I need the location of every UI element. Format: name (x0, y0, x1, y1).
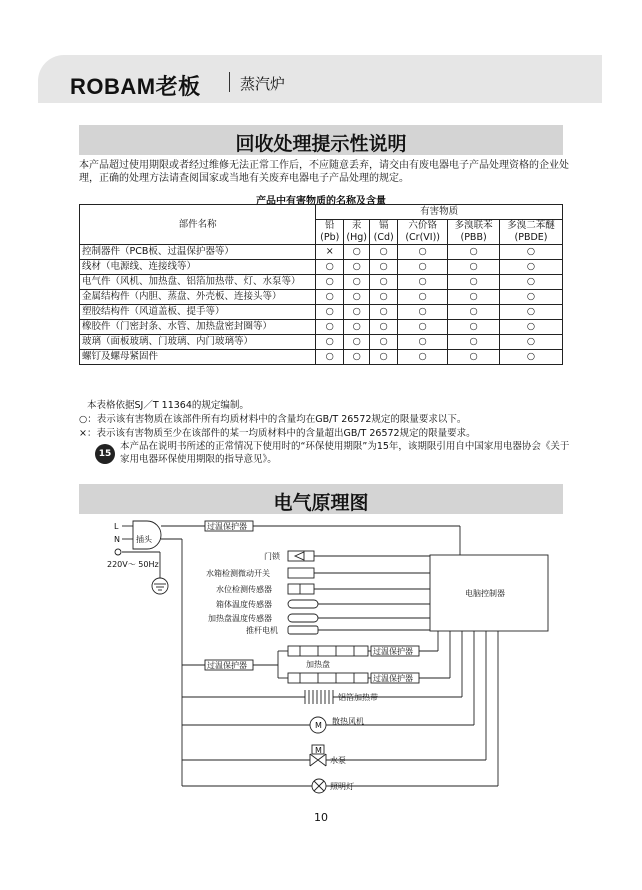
mark-cell: ○ (344, 260, 370, 275)
part-cell: 螺钉及螺母紧固件 (80, 350, 316, 365)
label-water-sensor: 水位检测传感器 (216, 585, 272, 594)
label-foil-heater: 铝箔加热带 (338, 693, 378, 702)
hazard-table-title: 产品中有害物质的名称及含量 (256, 196, 386, 207)
mark-cell: ○ (370, 245, 398, 260)
mark-cell: ○ (344, 275, 370, 290)
mark-cell: ○ (448, 305, 500, 320)
label-controller: 电脑控制器 (465, 589, 505, 598)
mark-cell: ○ (500, 245, 563, 260)
mark-cell: ○ (448, 320, 500, 335)
label-fan: 散热风机 (332, 717, 364, 726)
mark-cell: ○ (398, 350, 448, 365)
mark-cell: ○ (398, 320, 448, 335)
note-cross: ×：表示该有害物质至少在该部件的某一均质材料中的含量超出GB/T 26572规定的限量要求。 (79, 428, 476, 439)
eco-period-badge-icon: 15 (95, 444, 115, 464)
ground-icon (152, 578, 168, 594)
mark-cell: ○ (500, 335, 563, 350)
mark-cell: ○ (344, 245, 370, 260)
mark-cell: ○ (448, 335, 500, 350)
mark-cell: ○ (316, 275, 344, 290)
label-cavity-temp: 箱体温度传感器 (216, 600, 272, 609)
mark-cell: ○ (500, 275, 563, 290)
label-plug: 插头 (136, 535, 152, 544)
mark-cell: ○ (398, 275, 448, 290)
note-circle: ○：表示该有害物质在该部件所有均质材料中的含量均在GB/T 26572规定的限量要求以下。 (79, 414, 467, 425)
mark-cell: ○ (448, 260, 500, 275)
substance-group-header: 有害物质 (316, 205, 563, 220)
label-lamp: 照明灯 (330, 782, 354, 791)
note-basis: 本表格依据SJ／T 11364的规定编制。 (87, 400, 249, 411)
substance-symbol: (Pb) (320, 232, 340, 243)
part-cell: 电气件（风机、加热盘、铝箔加热带、灯、水泵等） (80, 275, 316, 290)
eco-period-text: 本产品在说明书所述的正常情况下使用时的“环保使用期限”为15年，该期限引用自中国家用电器协会《关于家用电器环保使用期限的指导意见》。 (120, 441, 570, 465)
mark-cell: ○ (316, 290, 344, 305)
mark-cell: ○ (448, 245, 500, 260)
mark-cell: ○ (344, 305, 370, 320)
mark-cell: ○ (370, 275, 398, 290)
mark-cell: ○ (500, 260, 563, 275)
mark-cell: ○ (370, 350, 398, 365)
mark-cell: ○ (448, 275, 500, 290)
substance-name: 镉 (378, 220, 389, 231)
substance-name: 多溴二苯醚 (507, 220, 555, 231)
page-number: 10 (314, 811, 328, 824)
mark-cell: ○ (370, 260, 398, 275)
fan-m-letter: M (315, 721, 322, 730)
label-thermal-r1: 过温保护器 (373, 647, 413, 656)
substance-symbol: (Hg) (346, 232, 367, 243)
part-cell: 玻璃（面板玻璃、门玻璃、内门玻璃等） (80, 335, 316, 350)
label-pusher: 推杆电机 (246, 626, 278, 635)
mark-cell: ○ (316, 350, 344, 365)
mark-cell: ○ (500, 305, 563, 320)
substance-symbol: (PBDE) (514, 232, 548, 243)
mark-cell: ○ (398, 305, 448, 320)
substance-symbol: (PBB) (460, 232, 487, 243)
mark-cell: ○ (500, 350, 563, 365)
mark-cell: ○ (370, 290, 398, 305)
label-N: N (114, 535, 120, 544)
microswitch-symbol (288, 568, 314, 578)
mark-cell: ○ (370, 320, 398, 335)
part-cell: 塑胶结构件（风道盖板、提手等） (80, 305, 316, 320)
pump-valve-icon (310, 754, 326, 766)
mark-cell: ○ (398, 245, 448, 260)
mark-cell: ○ (316, 260, 344, 275)
substance-name: 汞 (351, 220, 362, 231)
label-heating-plate: 加热盘 (306, 660, 330, 669)
part-header: 部件名称 (80, 205, 316, 245)
mark-cell: ○ (316, 320, 344, 335)
mark-cell: × (316, 245, 344, 260)
mark-cell: ○ (316, 305, 344, 320)
mark-cell: ○ (398, 335, 448, 350)
mark-cell: ○ (344, 290, 370, 305)
product-name: 蒸汽炉 (240, 75, 286, 93)
mark-cell: ○ (398, 290, 448, 305)
label-L: L (114, 522, 119, 531)
label-pump: 水泵 (330, 756, 346, 765)
mark-cell: ○ (500, 320, 563, 335)
substance-name: 铅 (324, 220, 335, 231)
substance-symbol: (Cd) (373, 232, 394, 243)
mark-cell: ○ (370, 305, 398, 320)
label-thermal-top: 过温保护器 (207, 522, 247, 531)
brand-logo: ROBAM老板 (70, 74, 201, 99)
label-thermal-left: 过温保护器 (207, 661, 247, 670)
mark-cell: ○ (344, 320, 370, 335)
foil-heater-symbol (305, 690, 333, 704)
part-cell: 橡胶件（门密封条、水管、加热盘密封圈等） (80, 320, 316, 335)
substance-symbol: (Cr(VI)) (405, 232, 440, 243)
mark-cell: ○ (344, 350, 370, 365)
mark-cell: ○ (398, 260, 448, 275)
mark-cell: ○ (370, 335, 398, 350)
label-thermal-r2: 过温保护器 (373, 674, 413, 683)
mark-cell: ○ (344, 335, 370, 350)
substance-name: 多溴联苯 (454, 220, 493, 231)
door-lock-symbol (288, 551, 314, 561)
part-cell: 线材（电源线、连接线等） (80, 260, 316, 275)
part-cell: 控制器件（PCB板、过温保护器等） (80, 245, 316, 260)
mark-cell: ○ (448, 290, 500, 305)
mark-cell: ○ (316, 335, 344, 350)
label-door-lock: 门锁 (264, 552, 280, 561)
mark-cell: ○ (448, 350, 500, 365)
wiring-title: 电气原理图 (273, 492, 369, 514)
water-sensor-symbol (288, 584, 314, 594)
label-plate-temp: 加热盘温度传感器 (208, 614, 272, 623)
label-voltage: 220V～ 50Hz (107, 560, 159, 569)
part-cell: 金属结构件（内胆、蒸盘、外壳板、连接头等） (80, 290, 316, 305)
label-microswitch: 水箱检测微动开关 (206, 569, 270, 578)
recycle-title: 回收处理提示性说明 (235, 133, 407, 155)
pump-m-letter: M (315, 746, 322, 755)
substance-name: 六价铬 (408, 220, 437, 231)
mark-cell: ○ (500, 290, 563, 305)
recycle-intro: 本产品超过使用期限或者经过维修无法正常工作后，不应随意丢弃，请交由有废电器电子产品处理资格的企业处理，正确的处理方法请查阅国家或当地有关废弃电器电子产品处理的规定。 (79, 160, 569, 184)
